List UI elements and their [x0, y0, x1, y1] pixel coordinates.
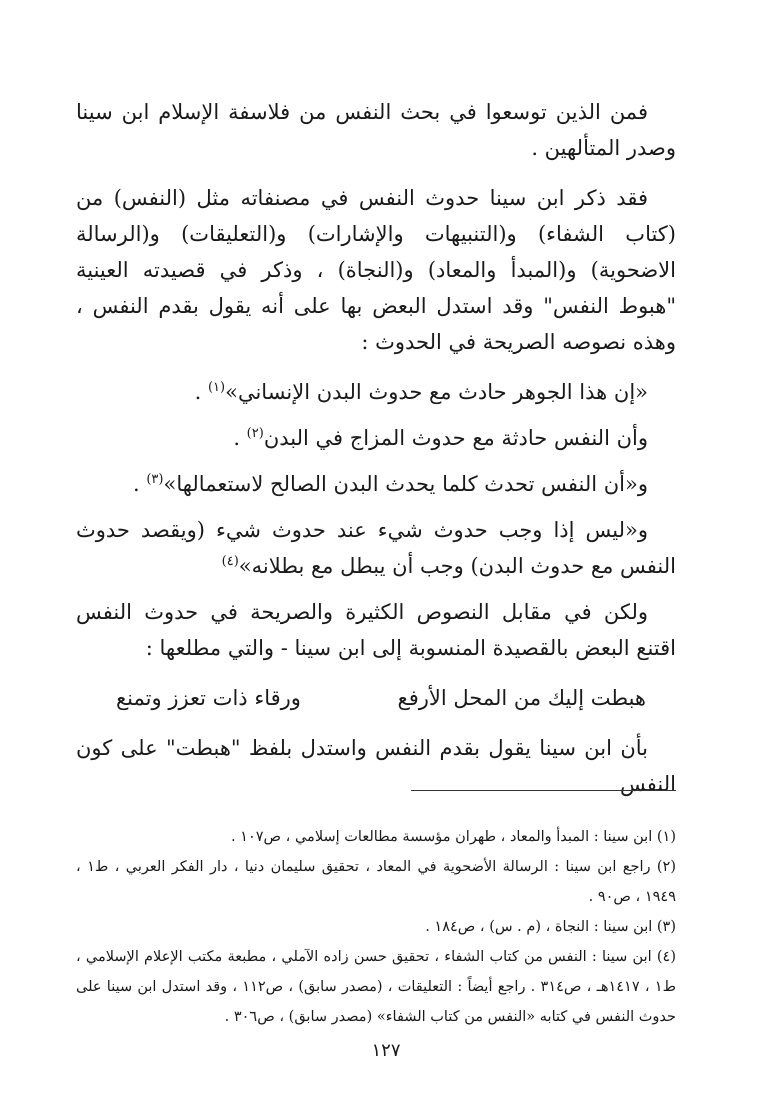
quote-3-tail: .	[132, 472, 147, 496]
footnote-1: (١) ابن سينا : المبدأ والمعاد ، طهران مؤسسة مطالعات إسلامي ، ص١٠٧ .	[230, 829, 676, 845]
poem-verse	[116, 680, 646, 716]
quote-2-tail: .	[233, 426, 247, 450]
paragraph-intro: فمن الذين توسعوا في بحث النفس من فلاسفة الإسلام ابن سينا وصدر المتألهين .	[76, 100, 676, 160]
quote-4	[76, 512, 676, 584]
quote-3	[76, 466, 676, 502]
footnote-3: (٣) ابن سينا : النجاة ، (م . س) ، ص١٨٤ .	[425, 919, 676, 935]
poem-first-hemistich: هبطت إليك من المحل الأرفع	[397, 686, 646, 710]
paragraph-last: بأن ابن سينا يقول بقدم النفس واستدل بلفظ "هبطت" على كون النفس	[76, 736, 676, 796]
quote-1-text: «إن هذا الجوهر حادث مع حدوث البدن الإنساني»	[225, 380, 648, 404]
footnote-2: (٢) راجع ابن سينا : الرسالة الأضحوية في المعاد ، تحقيق سليمان دنيا ، دار الفكر العربي ، ط١ ، ١٩٤٩ ، ص٩٠ .	[76, 859, 676, 905]
footnote-ref-2[interactable]: (٢)	[246, 426, 264, 441]
footnote-4: (٤) ابن سينا : النفس من كتاب الشفاء ، تحقيق حسن زاده الآملي ، مطبعة مكتب الإعلام الإسلامي ، ط١ ، ١٤١٧هـ ، ص٣١٤ . راجع أيضاً : التعليقات ، (مصدر سابق) ، ص١١٢ ، وقد استدل ابن سينا على حدوث النفس في كتابه «النفس من كتاب الشفاء» (مصدر سابق) ، ص٣٠٦ .	[76, 949, 677, 1025]
paragraph-sources: فقد ذكر ابن سينا حدوث النفس في مصنفاته مثل (النفس) من (كتاب الشفاء) و(التنبيهات والإشارات) و(التعليقات) و(الرسالة الاضحوية) و(المبدأ والمعاد) و(النجاة) ، وذكر في قصيدته العينية "هبوط النفس" وقد استدل البعض بها على أنه يقول بقدم النفس ، وهذه نصوصه الصريحة في الحدوث :	[76, 186, 676, 354]
footnote-ref-1[interactable]: (١)	[207, 380, 226, 395]
footnote-ref-3[interactable]: (٣)	[146, 472, 164, 487]
quote-1	[76, 374, 676, 410]
footnote-ref-4[interactable]: (٤)	[221, 554, 239, 569]
poem-second-hemistich: ورقاء ذات تعزز وتمنع	[116, 686, 301, 710]
quote-1-tail: .	[194, 380, 208, 404]
quote-2-text: وأن النفس حادثة مع حدوث المزاج في البدن	[263, 426, 648, 450]
footnotes	[76, 822, 676, 1032]
page-number: ١٢٧	[371, 1040, 401, 1061]
quote-2	[76, 420, 676, 456]
paragraph-counter: ولكن في مقابل النصوص الكثيرة والصريحة في حدوث النفس اقتنع البعض بالقصيدة المنسوبة إلى ابن سينا - والتي مطلعها :	[76, 600, 676, 660]
quote-3-text: و«أن النفس تحدث كلما يحدث البدن الصالح لاستعمالها»	[163, 472, 648, 496]
main-text	[76, 94, 676, 816]
footnote-divider	[411, 790, 676, 791]
quote-4-text: و«ليس إذا وجب حدوث شيء عند حدوث شيء (ويقصد حدوث النفس مع حدوث البدن) وجب أن يبطل مع بطلانه»	[76, 518, 676, 578]
